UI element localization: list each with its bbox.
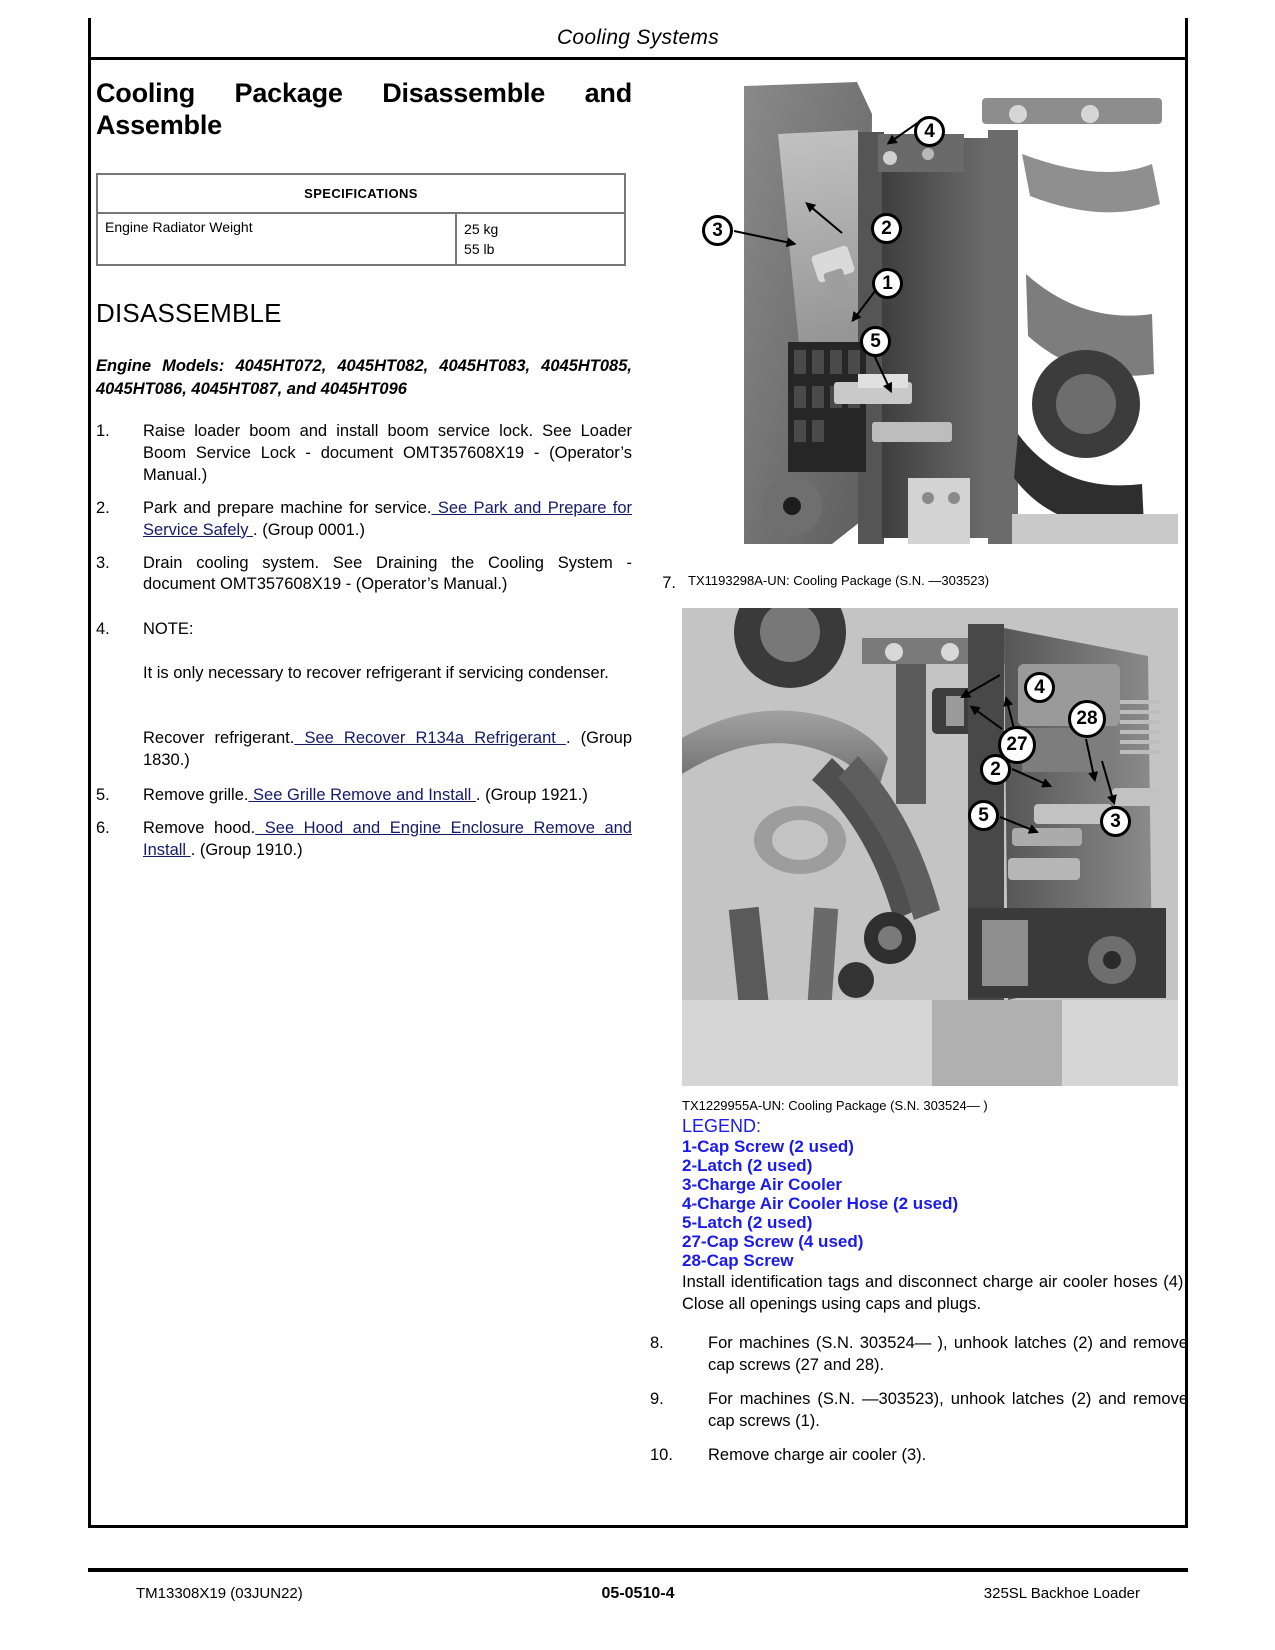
footer-divider-bottom <box>88 1568 1188 1572</box>
spec-value-metric: 25 kg <box>464 220 499 237</box>
table-header-row <box>97 174 625 213</box>
step-text-before: Remove grille. <box>143 786 249 805</box>
figure-2-wrapper <box>650 608 1188 1115</box>
specifications-table <box>96 173 626 267</box>
legend-item-3: 3-Charge Air Cooler <box>682 1174 842 1194</box>
step-number: 8. <box>650 1334 664 1353</box>
list-item <box>650 1333 1188 1377</box>
list-item <box>650 1445 1188 1467</box>
legend-item-5: 5-Latch (2 used) <box>682 1212 813 1232</box>
page-title <box>96 78 632 142</box>
figure-1-caption-row <box>650 572 1188 590</box>
step-number: 9. <box>650 1390 664 1409</box>
figure-2-photo <box>682 608 1178 1086</box>
footer-manual-id: TM13308X19 (03JUN22) <box>136 1585 303 1602</box>
figure-1-wrapper <box>650 74 1188 590</box>
disassemble-steps <box>96 421 632 862</box>
list-item <box>96 421 632 487</box>
step-number: 6. <box>96 819 110 838</box>
footer-machine-model: 325SL Backhoe Loader <box>983 1585 1140 1602</box>
callout-2: 2 <box>980 754 1011 785</box>
xref-link-recover-refrigerant[interactable]: See Recover R134a Refrigerant <box>294 729 566 748</box>
step-text-after: . (Group 1921.) <box>475 786 588 805</box>
step-text-before: Remove hood. <box>143 819 256 838</box>
callout-3: 3 <box>702 215 733 246</box>
header-title: Cooling Systems <box>556 26 720 49</box>
legend-item-2: 2-Latch (2 used) <box>682 1155 813 1175</box>
xref-link-hood[interactable]: See Hood and Engine Enclosure Remove and Install <box>143 819 632 860</box>
list-item <box>650 1389 1188 1433</box>
spec-value-imperial: 55 lb <box>464 241 495 258</box>
xref-link-park-prepare[interactable]: See Park and Prepare for Service Safely <box>143 498 632 539</box>
callout-5: 5 <box>860 326 891 357</box>
step-text-after: . (Group 0001.) <box>253 520 365 539</box>
specifications-header: SPECIFICATIONS <box>97 174 625 213</box>
note-sub-after: . (Group 1830.) <box>143 729 633 770</box>
step-number: 2. <box>96 498 110 517</box>
step-number: 4. <box>96 620 110 639</box>
spec-value <box>456 213 625 266</box>
legend-item-4: 4-Charge Air Cooler Hose (2 used) <box>682 1193 959 1213</box>
table-row <box>97 213 625 266</box>
list-item <box>96 818 632 862</box>
step-text: Raise loader boom and install boom service lock. See Loader Boom Service Lock - document OMT357608X19 - (Operator’s Manual.) <box>143 421 632 484</box>
engine-models: Engine Models: 4045HT072, 4045HT082, 4045HT083, 4045HT085, 4045HT086, 4045HT087, and 4045HT096 <box>96 357 632 399</box>
callout-2: 2 <box>871 213 902 244</box>
callout-4: 4 <box>914 116 945 147</box>
note-body: It is only necessary to recover refrigerant if servicing condenser. <box>143 664 609 683</box>
legend-block <box>650 1116 1188 1269</box>
step-number: 10. <box>650 1446 673 1465</box>
legend-item-27: 27-Cap Screw (4 used) <box>682 1231 864 1251</box>
list-item <box>96 785 632 807</box>
list-item <box>96 553 632 597</box>
list-item-note <box>96 619 632 772</box>
page-title-line2: Assemble <box>96 109 222 140</box>
step-number: 3. <box>96 553 110 572</box>
right-column <box>650 74 1188 1479</box>
legend-item-28: 28-Cap Screw <box>682 1250 794 1270</box>
figure-1-step-number: 7. <box>662 574 676 592</box>
step-number: 1. <box>96 421 110 440</box>
page-footer <box>88 1585 1188 1609</box>
list-item <box>96 498 632 542</box>
callout-1: 1 <box>872 268 903 299</box>
figure-2-caption: TX1229955A-UN: Cooling Package (S.N. 303524— ) <box>682 1098 988 1114</box>
callout-28: 28 <box>1068 700 1106 738</box>
page-header <box>88 18 1188 60</box>
note-sub-before: Recover refrigerant. <box>143 729 295 748</box>
step-text: For machines (S.N. 303524— ), unhook latches (2) and remove cap screws (27 and 28). <box>708 1334 1188 1375</box>
callout-27: 27 <box>998 726 1036 764</box>
step-text-before: Park and prepare machine for service. <box>143 498 432 517</box>
xref-link-grille[interactable]: See Grille Remove and Install <box>248 786 476 805</box>
callout-5: 5 <box>968 800 999 831</box>
note-sub <box>143 728 632 772</box>
left-column <box>96 78 632 873</box>
after-legend-text: Install identification tags and disconnect charge air cooler hoses (4). Close all openings using caps and plugs. <box>682 1272 1188 1313</box>
callout-3: 3 <box>1100 806 1131 837</box>
step-number: 5. <box>96 786 110 805</box>
cooling-package-photo-sn-303524 <box>682 608 1178 1086</box>
legend-item-1: 1-Cap Screw (2 used) <box>682 1136 854 1156</box>
footer-page-number: 05-0510-4 <box>601 1585 675 1602</box>
note-label: NOTE: <box>143 620 194 639</box>
step-text: For machines (S.N. —303523), unhook latches (2) and remove cap screws (1). <box>708 1390 1188 1431</box>
legend-heading: LEGEND: <box>682 1116 762 1137</box>
figure-1-caption: TX1193298A-UN: Cooling Package (S.N. —303523) <box>688 573 990 588</box>
step-text-after: . (Group 1910.) <box>190 841 303 860</box>
step-text: Remove charge air cooler (3). <box>708 1446 927 1465</box>
spec-name: Engine Radiator Weight <box>97 213 456 266</box>
step-text: Drain cooling system. See Draining the Cooling System - document OMT357608X19 - (Operator’s Manual.) <box>143 553 632 594</box>
callout-4: 4 <box>1024 672 1055 703</box>
section-heading: DISASSEMBLE <box>96 298 282 329</box>
disassemble-steps-continued <box>650 1333 1188 1467</box>
footer-divider-top <box>88 1525 1188 1528</box>
figure-1-photo <box>682 74 1178 559</box>
page-title-line1: Cooling Package Disassemble and <box>96 78 632 108</box>
